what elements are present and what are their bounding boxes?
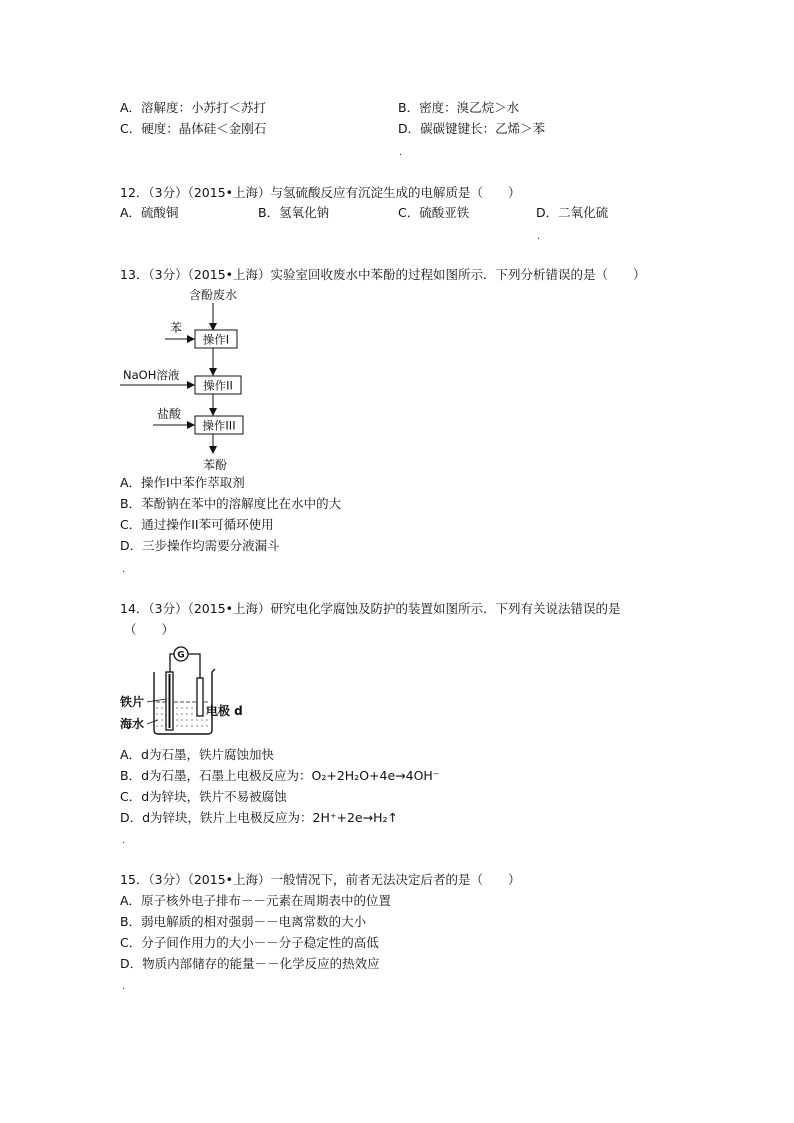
q11-option-a: A．溶解度：小苏打＜苏打 <box>120 100 267 115</box>
beaker-icon <box>154 669 215 734</box>
q14-option-d: D．d为锌块，铁片上电极反应为：2H⁺+2e→H₂↑ <box>120 810 398 825</box>
q12-option-b: B．氢氧化钠 <box>258 205 330 220</box>
q13-stem: 13．（3分）（2015•上海）实验室回收废水中苯酚的过程如图所示．下列分析错误的是（ ） <box>120 267 646 282</box>
iron-plate-label: 铁片 <box>120 695 145 709</box>
q15-option-a: A．原子核外电子排布－－元素在周期表中的位置 <box>120 893 392 908</box>
iron-plate-pointer <box>147 699 166 702</box>
q15-option-b: B．弱电解质的相对强弱－－电离常数的大小 <box>120 914 367 929</box>
flow-box-3-label: 操作III <box>202 418 236 433</box>
separator-dot: . <box>399 147 403 158</box>
q15-option-d: D．物质内部储存的能量－－化学反应的热效应 <box>120 956 380 971</box>
flow-box-1-label: 操作I <box>202 332 230 347</box>
q12-option-a: A．硫酸铜 <box>120 205 179 220</box>
q11-option-b: B．密度：溴乙烷＞水 <box>398 100 520 115</box>
flow-bottom-label: 苯酚 <box>202 458 228 472</box>
q13-option-d: D．三步操作均需要分液漏斗 <box>120 538 280 553</box>
q14-option-a: A．d为石墨，铁片腐蚀加快 <box>120 747 274 762</box>
seawater-label: 海水 <box>120 717 145 731</box>
q14-stem-paren: （ ） <box>124 622 175 637</box>
q14-option-c: C．d为锌块，铁片不易被腐蚀 <box>120 789 287 804</box>
electrode-d-label: 电极 d <box>206 704 243 718</box>
flow-top-label: 含酚废水 <box>188 288 238 302</box>
separator-dot: . <box>122 981 126 992</box>
electrode-d <box>197 678 203 716</box>
q14-stem: 14．（3分）（2015•上海）研究电化学腐蚀及防护的装置如图所示．下列有关说法错误的是 <box>120 601 621 616</box>
q11-option-c: C．硬度：晶体硅＜金刚石 <box>120 121 267 136</box>
q15-option-c: C．分子间作用力的大小－－分子稳定性的高低 <box>120 935 379 950</box>
corrosion-apparatus-figure <box>118 642 258 742</box>
q12-option-d: D．二氧化硫 <box>536 205 609 220</box>
q11-option-d: D．碳碳键键长：乙烯＞苯 <box>398 121 546 136</box>
separator-dot: . <box>122 564 126 575</box>
flow-input-1-label: 苯 <box>170 321 183 335</box>
flow-input-2-label: NaOH溶液 <box>123 368 180 382</box>
q13-option-a: A．操作I中苯作萃取剂 <box>120 475 245 490</box>
separator-dot: . <box>122 835 126 846</box>
q14-option-b: B．d为石墨，石墨上电极反应为：O₂+2H₂O+4e→4OH⁻ <box>120 768 440 783</box>
q13-option-c: C．通过操作II苯可循环使用 <box>120 517 274 532</box>
q13-option-b: B．苯酚钠在苯中的溶解度比在水中的大 <box>120 496 342 511</box>
galvanometer-label: G <box>177 650 185 661</box>
separator-dot: . <box>537 231 541 242</box>
flow-input-3-label: 盐酸 <box>157 407 182 421</box>
q12-stem: 12．（3分）（2015•上海）与氢硫酸反应有沉淀生成的电解质是（ ） <box>120 185 521 200</box>
seawater-pointer <box>147 720 158 724</box>
phenol-recovery-flow-diagram <box>115 285 285 475</box>
q15-stem: 15．（3分）（2015•上海）一般情况下，前者无法决定后者的是（ ） <box>120 872 521 887</box>
q12-option-c: C．硫酸亚铁 <box>398 205 470 220</box>
flow-box-2-label: 操作II <box>203 378 233 393</box>
